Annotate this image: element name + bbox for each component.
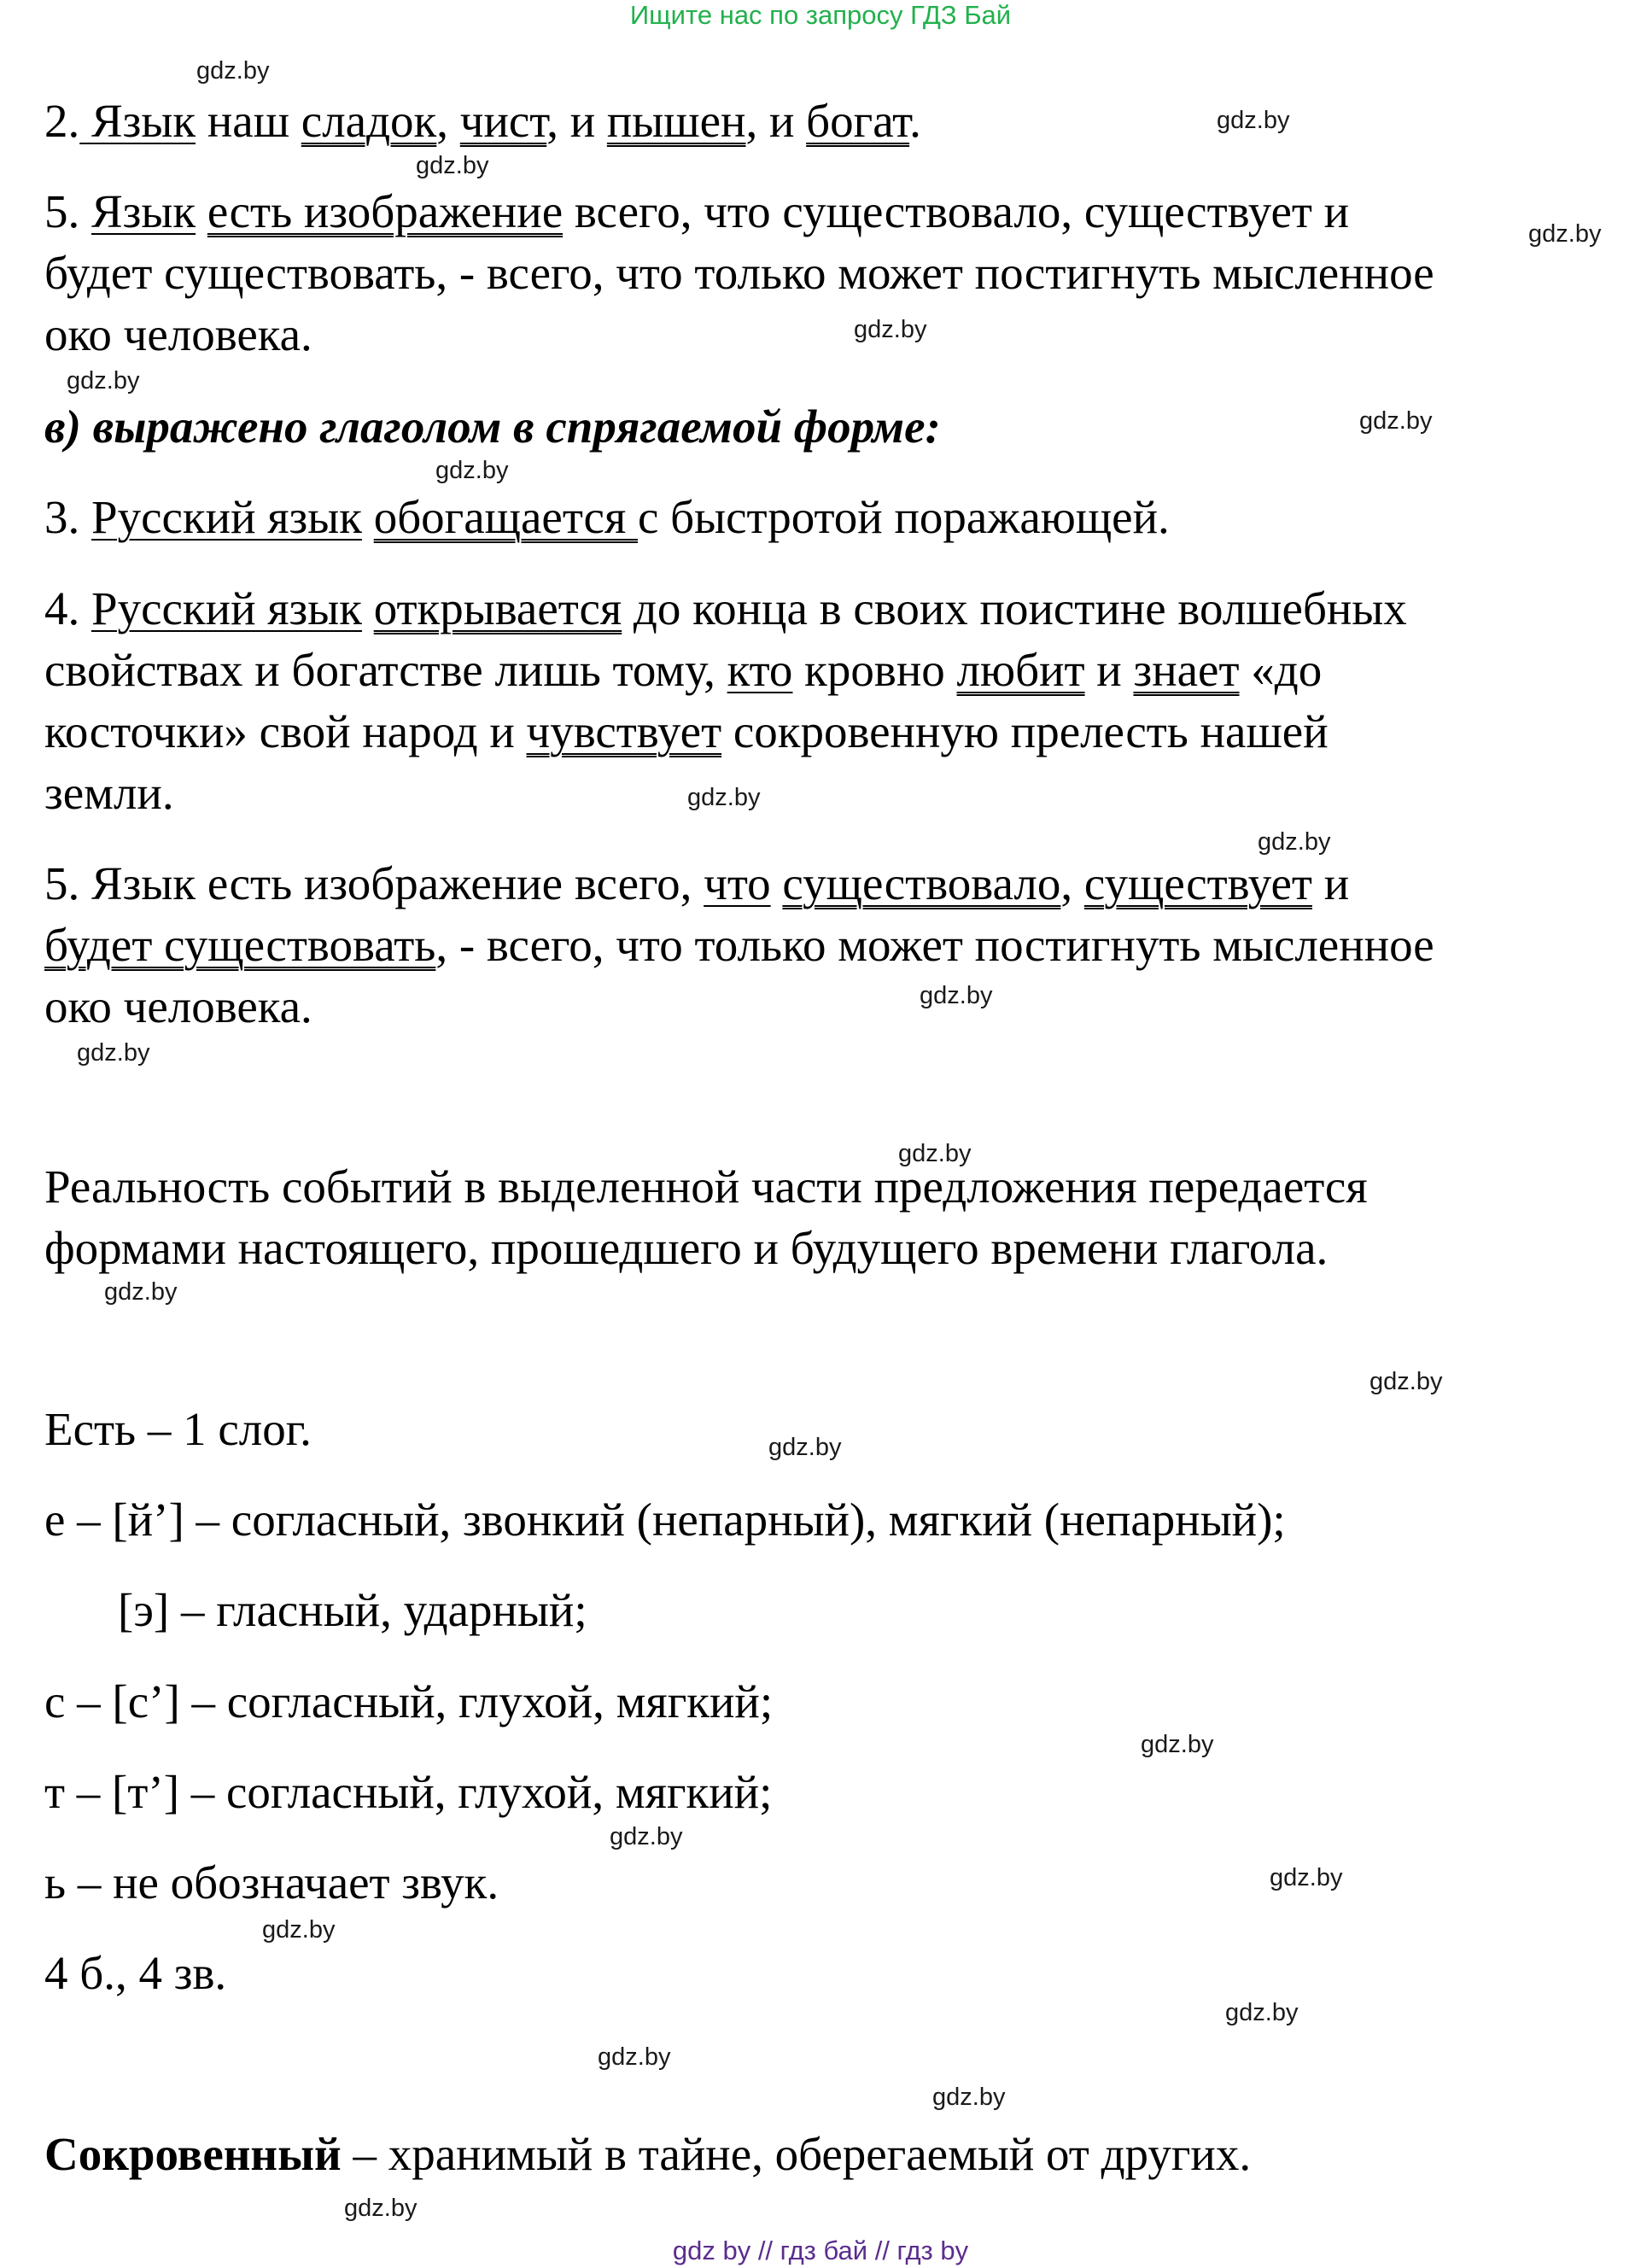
sentence-2: 2. Язык наш сладок, чист, и пышен, и богат. bbox=[44, 95, 921, 147]
watermark: gdz.by bbox=[920, 982, 993, 1009]
watermark: gdz.by bbox=[1359, 407, 1433, 435]
sentence-5a-line-1: 5. Язык есть изображение всего, что существовало, существует и bbox=[44, 185, 1350, 237]
watermark: gdz.by bbox=[1141, 1731, 1214, 1758]
predicate: сладок bbox=[301, 95, 437, 147]
reality-paragraph-line-1: Реальность событий в выделенной части предложения передается bbox=[44, 1160, 1368, 1213]
subject: Русский язык bbox=[91, 582, 362, 634]
section-heading-v: в) выражено глаголом в спрягаемой форме: bbox=[44, 400, 941, 453]
subject: Язык bbox=[79, 95, 196, 147]
watermark: gdz.by bbox=[104, 1278, 178, 1306]
definition: Сокровенный – хранимый в тайне, оберегаемый от других. bbox=[44, 2128, 1252, 2180]
watermark: gdz.by bbox=[1225, 1999, 1299, 2026]
predicate: знает bbox=[1133, 644, 1240, 696]
watermark: gdz.by bbox=[77, 1039, 150, 1067]
predicate: существовало bbox=[782, 857, 1061, 909]
predicate: богат bbox=[806, 95, 910, 147]
phonetic-letter-e: е – [й’] – согласный, звонкий (непарный), мягкий (непарный); bbox=[44, 1493, 1286, 1546]
predicate: чист bbox=[459, 95, 547, 147]
sentence-4-line-3: косточки» свой народ и чувствует сокровенную прелесть нашей bbox=[44, 705, 1329, 757]
subject: что bbox=[704, 857, 771, 909]
sentence-5b-line-1: 5. Язык есть изображение всего, что существовало, существует и bbox=[44, 857, 1350, 909]
subject: Язык bbox=[91, 185, 196, 237]
sentence-4-line-1: 4. Русский язык открывается до конца в своих поистине волшебных bbox=[44, 582, 1407, 634]
watermark: gdz.by bbox=[1270, 1864, 1343, 1891]
watermark: gdz.by bbox=[610, 1823, 683, 1850]
sentence-5b-line-2: будет существовать, - всего, что только может постигнуть мысленное bbox=[44, 919, 1434, 971]
predicate: пышен bbox=[606, 95, 746, 147]
watermark: gdz.by bbox=[196, 57, 270, 85]
watermark: gdz.by bbox=[932, 2084, 1006, 2111]
definition-term: Сокровенный bbox=[44, 2128, 342, 2180]
watermark: gdz.by bbox=[1528, 220, 1602, 248]
watermark: gdz.by bbox=[262, 1916, 336, 1944]
watermark: gdz.by bbox=[344, 2195, 418, 2222]
watermark: gdz.by bbox=[768, 1434, 842, 1461]
predicate: обогащается bbox=[373, 491, 638, 543]
watermark: gdz.by bbox=[687, 784, 761, 811]
predicate: чувствует bbox=[526, 705, 722, 757]
subject: кто bbox=[727, 644, 793, 696]
sentence-5a-line-2: будет существовать, - всего, что только может постигнуть мысленное bbox=[44, 247, 1434, 299]
sentence-5a-line-3: око человека. bbox=[44, 308, 312, 360]
phonetic-soft-sign: ь – не обозначает звук. bbox=[44, 1856, 499, 1909]
watermark: gdz.by bbox=[67, 367, 140, 395]
watermark: gdz.by bbox=[598, 2043, 671, 2071]
phonetic-summary: 4 б., 4 зв. bbox=[44, 1947, 227, 1999]
watermark: gdz.by bbox=[416, 152, 489, 179]
predicate: существует bbox=[1083, 857, 1312, 909]
watermark: gdz.by bbox=[898, 1140, 972, 1167]
sentence-3: 3. Русский язык обогащается с быстротой поражающей. bbox=[44, 491, 1170, 543]
phonetic-syllables: Есть – 1 слог. bbox=[44, 1403, 312, 1455]
predicate: любит bbox=[956, 644, 1085, 696]
predicate: есть изображение bbox=[207, 185, 564, 237]
watermark: gdz.by bbox=[1369, 1368, 1443, 1395]
reality-paragraph-line-2: формами настоящего, прошедшего и будущего времени глагола. bbox=[44, 1222, 1329, 1274]
predicate: открывается bbox=[373, 582, 622, 634]
phonetic-sound-e: [э] – гласный, ударный; bbox=[118, 1584, 587, 1636]
sentence-5b-line-3: око человека. bbox=[44, 980, 312, 1032]
phonetic-letter-s: с – [с’] – согласный, глухой, мягкий; bbox=[44, 1675, 774, 1727]
subject: Русский язык bbox=[91, 491, 362, 543]
watermark: gdz.by bbox=[1258, 828, 1331, 856]
sentence-4-line-4: земли. bbox=[44, 767, 174, 819]
watermark: gdz.by bbox=[1217, 107, 1290, 134]
watermark: gdz.by bbox=[435, 457, 509, 484]
watermark: gdz.by bbox=[854, 316, 927, 343]
footer-links[interactable]: gdz by // гдз бай // гдз by bbox=[672, 2236, 969, 2265]
phonetic-letter-t: т – [т’] – согласный, глухой, мягкий; bbox=[44, 1766, 773, 1818]
header-search-hint[interactable]: Ищите нас по запросу ГДЗ Бай bbox=[629, 0, 1012, 30]
predicate: будет существовать bbox=[44, 919, 436, 971]
sentence-4-line-2: свойствах и богатстве лишь тому, кто кровно любит и знает «до bbox=[44, 644, 1323, 696]
